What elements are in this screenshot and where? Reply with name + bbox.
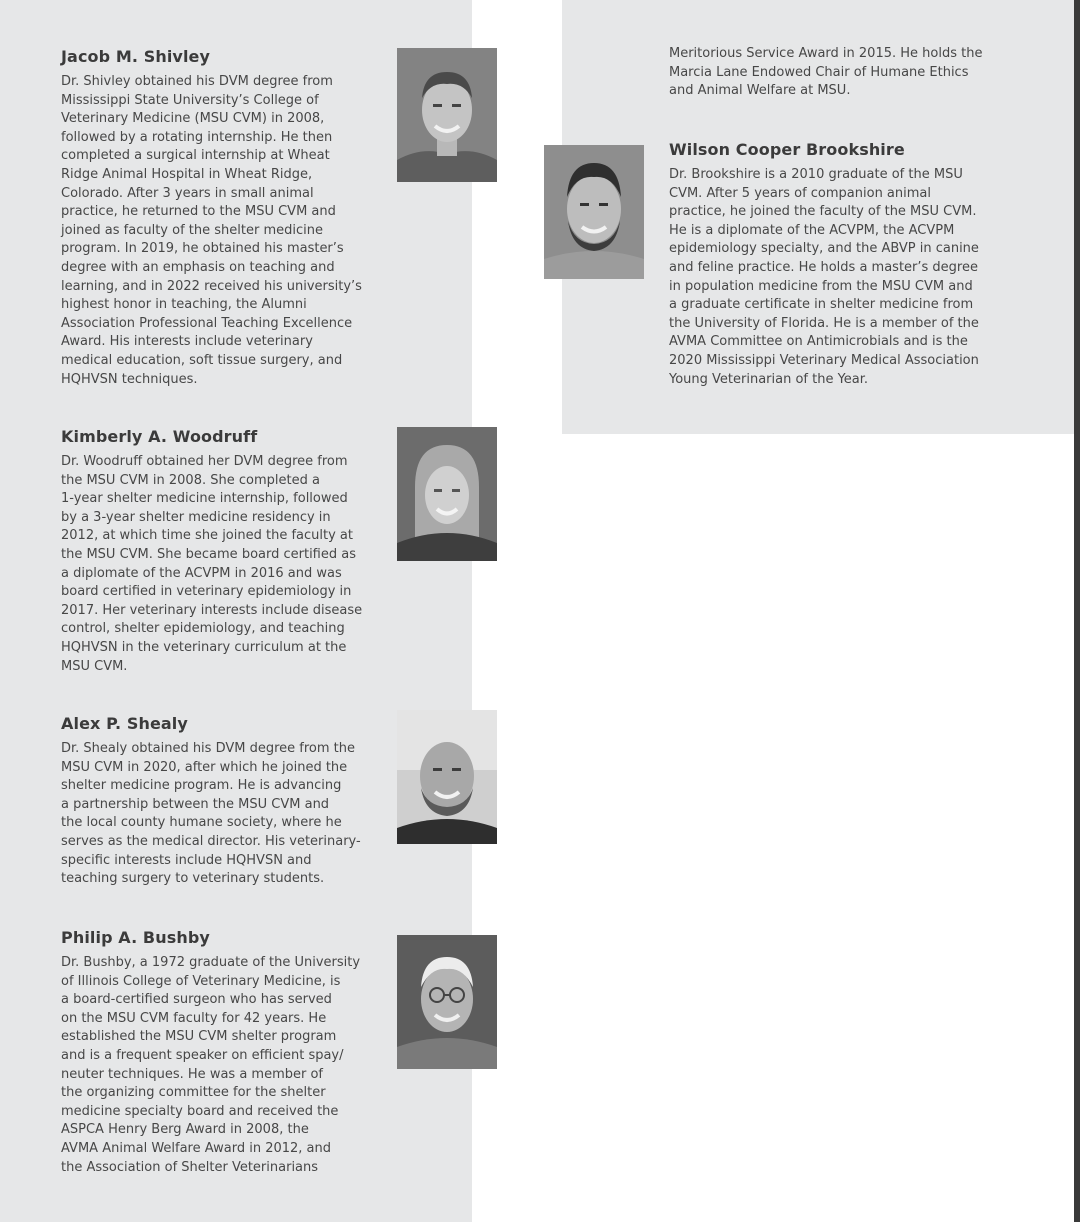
profile-bio: Dr. Shivley obtained his DVM degree from Mississippi State University’s College of Veterinary Medicine (MSU CVM) in 2008, followed by a rotating internship. He then completed a surgical internship at Wheat Ridge Animal Hospital in Wheat Ridge, Colorado. After 3 years in small animal practice, he returned to the MSU CVM and joined as faculty of the shelter medicine program. In 2019, he obtained his master’s degree with an emphasis on teaching and learning, and in 2022 received his university’s highest honor in teaching, the Alumni Association Professional Teaching Excellence Award. His interests include veterinary medical education, soft tissue surgery, and HQHVSN techniques.: [61, 74, 362, 387]
profile-name: Alex P. Shealy: [61, 714, 188, 733]
profile-bio: Dr. Shealy obtained his DVM degree from the MSU CVM in 2020, after which he joined the shelter medicine program. He is advancing a partnership between the MSU CVM and the local county humane society, where he serves as the medical director. His veterinary- specific interests include HQHVSN and teaching surgery to veterinary students.: [61, 741, 361, 887]
portrait-photo-shealy: [397, 710, 497, 844]
profile-name: Philip A. Bushby: [61, 928, 210, 947]
profile-bio: Dr. Brookshire is a 2010 graduate of the MSU CVM. After 5 years of companion animal practice, he joined the faculty of the MSU CVM. He is a diplomate of the ACVPM, the ACVPM epidemiology specialty, and the ABVP in canine and feline practice. He holds a master’s degree in population medicine from the MSU CVM and a graduate certificate in shelter medicine from the University of Florida. He is a member of the AVMA Committee on Antimicrobials and is the 2020 Mississippi Veterinary Medical Association Young Veterinarian of the Year.: [669, 167, 979, 387]
profile-name: Wilson Cooper Brookshire: [669, 140, 905, 159]
profile-bio: Dr. Bushby, a 1972 graduate of the University of Illinois College of Veterinary Medicine, is a board-certified surgeon who has served on the MSU CVM faculty for 42 years. He established the MSU CVM shelter program and is a frequent speaker on efficient spay/ neuter techniques. He was a member of the organizing committee for the shelter medicine specialty board and received the ASPCA Henry Berg Award in 2008, the AVMA Animal Welfare Award in 2012, and the Association of Shelter Veterinarians: [61, 955, 361, 1175]
profile-name: Kimberly A. Woodruff: [61, 427, 258, 446]
portrait-photo-woodruff: [397, 427, 497, 561]
portrait-photo-brookshire: [544, 145, 644, 279]
profile-brookshire: [669, 140, 1009, 389]
profile-woodruff: [61, 427, 391, 676]
portrait-photo-shivley: [397, 48, 497, 182]
profile-bio-continued: Meritorious Service Award in 2015. He holds the Marcia Lane Endowed Chair of Humane Ethics and Animal Welfare at MSU.: [669, 46, 983, 99]
portrait-photo-bushby: [397, 935, 497, 1069]
profile-bio: Dr. Woodruff obtained her DVM degree from the MSU CVM in 2008. She completed a 1-year shelter medicine internship, followed by a 3-year shelter medicine residency in 2012, at which time she joined the faculty at the MSU CVM. She became board certified as a diplomate of the ACVPM in 2016 and was board certified in veterinary epidemiology in 2017. Her veterinary interests include disease control, shelter epidemiology, and teaching HQHVSN in the veterinary curriculum at the MSU CVM.: [61, 454, 363, 674]
profile-shealy: [61, 714, 391, 889]
page-edge: [1074, 0, 1080, 1222]
profile-bushby: [61, 928, 391, 1177]
bushby-continued: [669, 45, 1009, 101]
profile-shivley: [61, 47, 391, 389]
profile-name: Jacob M. Shivley: [61, 47, 211, 66]
